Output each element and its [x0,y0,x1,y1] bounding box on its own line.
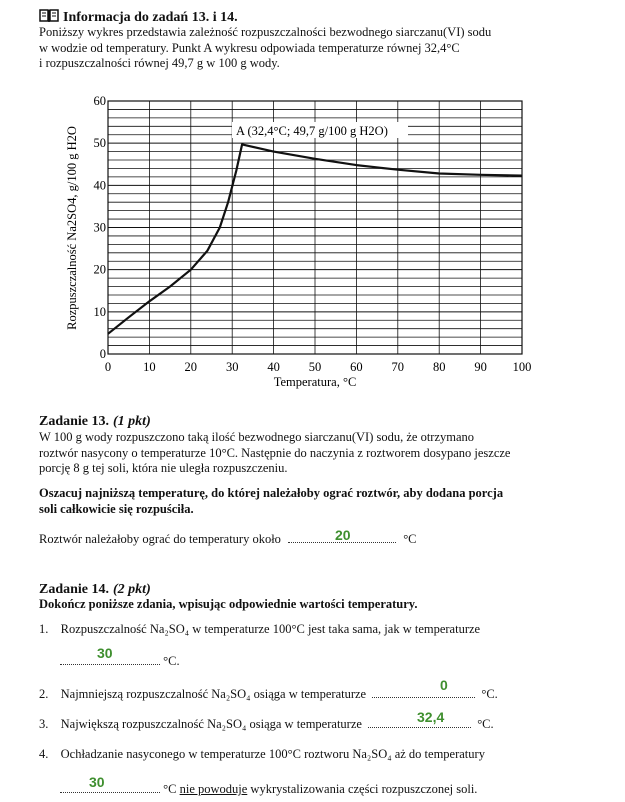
item1-answer: 30 [97,645,113,661]
info-title: Informacja do zadań 13. i 14. [63,10,238,25]
x-tick-label: 100 [512,360,532,374]
task14-item [39,622,480,638]
x-tick-label: 90 [474,360,487,374]
item-unit: °C [163,782,177,796]
item-unit: °C. [477,717,494,731]
task13-line: W 100 g wody rozpuszczono taką ilość bezwodnego siarczanu(VI) sodu, że otrzymano [39,430,475,444]
solubility-chart [0,0,625,400]
task13-question [39,486,559,517]
task13-header [39,412,151,430]
y-tick-label: 60 [93,94,106,108]
task13-title: Zadanie 13. [39,414,110,429]
x-tick-label: 70 [391,360,405,374]
task14-item [39,685,498,703]
task13-q-line: soli całkowicie się rozpuściła. [39,501,194,516]
item4-answer: 30 [89,774,105,790]
item-negation: nie powoduje [179,782,248,796]
item-number: 3. [39,717,49,731]
item-text: Ochładzanie nasyconego w temperaturze 100°C roztworu Na₂SO₄ aż do temperatury [60,747,485,761]
item-unit: °C. [481,687,498,701]
task13-line: roztwór nasycony o temperaturze 10°C. Następnie do naczynia z roztworem dosypano jeszcze [39,445,511,460]
item2-answer: 0 [440,677,448,693]
task13-unit: °C [403,532,417,546]
item-number: 4. [39,747,49,761]
x-tick-label: 40 [267,360,280,374]
info-line: Poniższy wykres przedstawia zależność rozpuszczalności bezwodnego siarczanu(VI) sodu [39,25,492,39]
item-text: Najmniejszą rozpuszczalność Na₂SO₄ osiąga w temperaturze [60,687,367,701]
task13-answer: 20 [335,527,351,543]
y-tick-label: 50 [93,136,106,151]
item2-answer-field[interactable] [372,685,475,698]
info-line: i rozpuszczalności równej 49,7 g w 100 g wody. [39,56,280,70]
y-axis-label: Rozpuszczalność Na2SO4, g/100 g H2O [65,126,79,330]
item-unit: °C. [163,654,180,668]
info-line: w wodzie od temperatury. Punkt A wykresu odpowiada temperaturze równej 32,4°C [39,40,460,55]
x-tick-label: 10 [143,360,156,374]
item-text: Największą rozpuszczalność Na₂SO₄ osiąga w temperaturze [60,717,362,731]
task14-title: Zadanie 14. [39,582,110,597]
task14-item [39,747,485,763]
task14-points: (2 pkt) [113,582,151,597]
task14-item-answer-row [60,780,477,798]
x-axis-label: Temperatura, °C [273,375,357,389]
x-tick-label: 30 [225,360,239,374]
y-tick-label: 0 [99,347,106,361]
x-tick-label: 50 [308,360,322,374]
y-tick-label: 30 [93,220,106,235]
task13-text [39,430,559,477]
x-tick-label: 60 [350,360,363,374]
task14-instruction: Dokończ poniższe zdania, wpisując odpowiednie wartości temperatury. [39,597,418,611]
item4-answer-field[interactable] [60,780,160,793]
item-number: 2. [39,687,49,701]
task13-answer-row [39,530,417,548]
task13-answer-prefix: Roztwór należałoby ograć do temperatury około [39,532,281,546]
x-tick-label: 20 [184,360,198,374]
item-number: 1. [39,622,49,636]
x-tick-label: 0 [104,360,112,374]
y-tick-label: 10 [93,304,106,319]
task13-q-line: Oszacuj najniższą temperaturę, do której należałoby ograć roztwór, aby dodana porcja [39,486,504,500]
item-tail: wykrystalizowania części rozpuszczonej soli. [250,782,478,796]
task14-header [39,580,151,598]
item3-answer: 32,4 [417,709,445,725]
task13-line: porcję 8 g tej soli, która nie uległa rozpuszczeniu. [39,461,288,475]
x-tick-label: 80 [432,360,446,374]
y-tick-label: 40 [93,178,106,193]
task13-points: (1 pkt) [113,414,151,429]
task14-item-answer-row [60,652,180,670]
item-text: Rozpuszczalność Na₂SO₄ w temperaturze 100°C jest taka sama, jak w temperaturze [60,622,481,636]
y-tick-label: 20 [93,262,106,277]
point-a-label: A (32,4°C; 49,7 g/100 g H2O) [236,124,388,138]
